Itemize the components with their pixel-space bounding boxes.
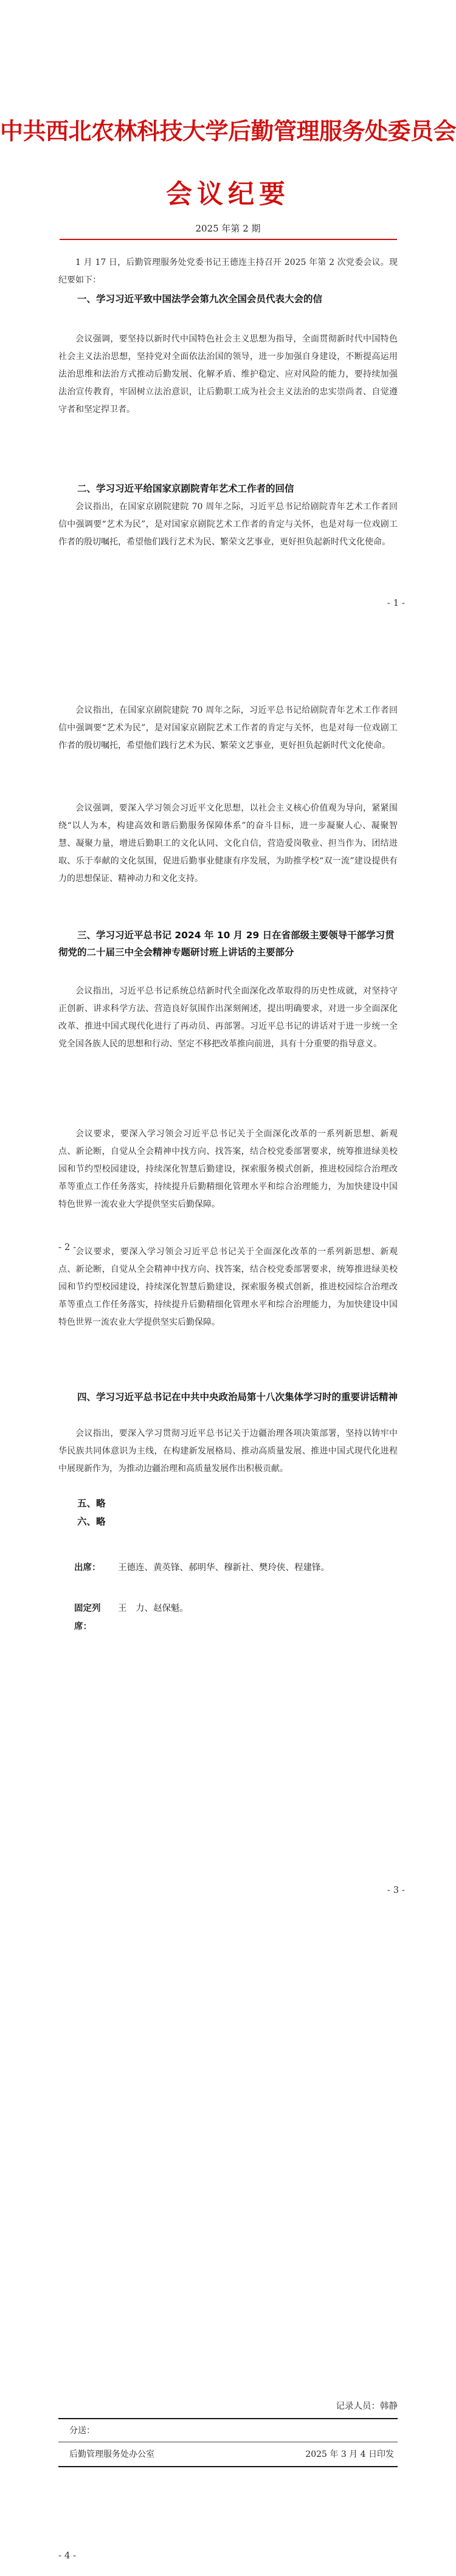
section-2-paragraph-1-part: 会议指出，在国家京剧院建院 70 周年之际，习近平总书记给剧院青年艺术工作者回信中强调要“艺术为民”，是对国家京剧院艺术工作者的肯定与关怀，也是对每一位戏剧工作者的殷切嘱托，希望他们践行艺术为民、繁荣文艺事业，更好担负起新时代文化使命。 (58, 502, 398, 547)
section-3-title: 三、学习习近平总书记 2024 年 10 月 29 日在省部级主要领导干部学习贯彻党的二十届三中全会精神专题研讨班上讲话的主要部分 (58, 930, 395, 958)
section-4-title: 四、学习习近平总书记在中共中央政治局第十八次集体学习时的重要讲话精神 (77, 1392, 398, 1403)
page-number-3: - 3 - (387, 1884, 405, 1895)
intro-paragraph (58, 254, 398, 289)
section-2-body-start (58, 498, 398, 547)
section-1-title: 一、学习习近平致中国法学会第九次全国会员代表大会的信 (77, 294, 323, 304)
section-2-title: 二、学习习近平给国家京剧院青年艺术工作者的回信 (77, 483, 294, 494)
section-4-paragraph-1: 会议指出，要深入学习贯彻习近平总书记关于边疆治理各项决策部署，坚持以铸牢中华民族共同体意识为主线，在构建新发展格局、推动高质量发展、推进中国式现代化进程中展现新作为，为推动边疆治理和高质量发展作出积极贡献。 (58, 1429, 398, 1474)
recorder-name: 韩静 (380, 2402, 398, 2411)
page-4 (0, 1910, 456, 2576)
recorder-line (336, 2399, 398, 2412)
issue-date: 2025 年 3 月 4 日印发 (305, 2450, 394, 2459)
intro-text: 1 月 17 日，后勤管理服务处党委书记王德连主持召开 2025 年第 2 次党委会议。现纪要如下： (58, 258, 398, 285)
section-3-paragraph-2-part: 会议要求，要深入学习领会习近平总书记关于全面深化改革的一系列新思想、新观点、新论断，自觉从全会精神中找方向、找答案，结合校党委部署要求，统筹推进绿美校园和节约型校园建设，持续深化智慧后勤建设，探索服务模式创新，推进校园综合治理改革等重点工作任务落实，持续提升后勤精细化管理水平和综合治理能力，为加快建设中国特色世界一流农业大学提供坚实后勤保障。 (58, 1129, 398, 1209)
section-6-title: 六、略 (77, 1516, 106, 1527)
section-2-body-cont (58, 706, 398, 792)
section-3-paragraph-1: 会议指出，习近平总书记系统总结新时代全面深化改革取得的历史性成就，对坚持守正创新、讲求科学方法、营造良好氛围作出深刻阐述，提出明确要求，对进一步全面深化改革、推进中国式现代化进行了再动员、再部署。习近平总书记的讲话对于进一步统一全党全国各族人民的思想和行动、坚定不移把改革推向前进，具有十分重要的指导意义。 (58, 986, 398, 1049)
section-2-paragraph-1-cont: 会议指出，在国家京剧院建院 70 周年之际，习近平总书记给剧院青年艺术工作者回信中强调要“艺术为民”，是对国家京剧院艺术工作者的肯定与关怀，也是对每一位戏剧工作者的殷切嘱托，希望他们践行艺术为民、繁荣文艺事业，更好担负起新时代文化使命。 (58, 706, 398, 750)
distribution-label: 分送： (69, 2426, 95, 2436)
issuer-office: 后勤管理服务处办公室 (69, 2450, 154, 2459)
section-2-paragraph-2: 会议强调，要深入学习领会习近平文化思想，以社会主义核心价值观为导向，紧紧围绕“以人为本，构建高效和谐后勤服务保障体系”的奋斗目标，进一步凝聚人心、凝聚智慧、凝聚力量，增进后勤职工的文化认同、文化自信，营造爱岗敬业、担当作为、团结进取、乐于奉献的文化氛围，促进后勤事业健康有序发展，为助推学校“双一流”建设提供有力的思想保证、精神动力和文化支持。 (58, 803, 398, 884)
section-3-body-1 (58, 983, 398, 1053)
section-3-body-2-start (58, 1125, 398, 1232)
page-number-2: - 2 - (58, 1242, 77, 1252)
observers-label: 固定列席： (74, 1604, 101, 1632)
header-red-rule (60, 239, 397, 240)
recorder-label: 记录人员： (336, 2402, 380, 2411)
footer-rule-top (58, 2418, 398, 2419)
section-1-body (58, 331, 398, 419)
section-4-body (58, 1425, 398, 1478)
document-header-type: 会议纪要 (166, 179, 290, 210)
section-3-body-2-cont (58, 1247, 398, 1384)
section-5-title: 五、略 (77, 1498, 106, 1509)
page-number-4: - 4 - (58, 2550, 77, 2561)
present-names: 王德连、黄英锋、郝明华、穆新社、樊玲侠、程建锋。 (118, 1563, 330, 1573)
observers-names: 王 力、赵保魁。 (118, 1604, 188, 1613)
section-1-paragraph-1: 会议强调，要坚持以新时代中国特色社会主义思想为指导，全面贯彻新时代中国特色社会主义法治思想，坚持党对全面依法治国的领导，进一步加强自身建设，不断提高运用法治思维和法治方式推动后勤发展、化解矛盾、维护稳定、应对风险的能力，要持续加强法治宣传教育，牢固树立法治意识，让后勤职工成为社会主义法治的忠实崇尚者、自觉遵守者和坚定捍卫者。 (58, 334, 398, 414)
section-3-paragraph-2-cont: 会议要求，要深入学习领会习近平总书记关于全面深化改革的一系列新思想、新观点、新论断，自觉从全会精神中找方向、找答案，结合校党委部署要求，统筹推进绿美校园和节约型校园建设，持续深化智慧后勤建设，探索服务模式创新，推进校园综合治理改革等重点工作任务落实，持续提升后勤精细化管理水平和综合治理能力，为加快建设中国特色世界一流农业大学提供坚实后勤保障。 (58, 1247, 398, 1327)
document-header-org: 中共西北农林科技大学后勤管理服务处委员会 (0, 117, 456, 145)
section-2-body-2 (58, 800, 398, 888)
attendance-present (60, 1559, 400, 1577)
page-number-1: - 1 - (387, 597, 405, 608)
footer-rule-bottom (58, 2466, 398, 2467)
present-label: 出席： (74, 1563, 101, 1573)
issue-number: 2025 年第 2 期 (195, 223, 261, 234)
attendance-observers (60, 1599, 400, 1636)
